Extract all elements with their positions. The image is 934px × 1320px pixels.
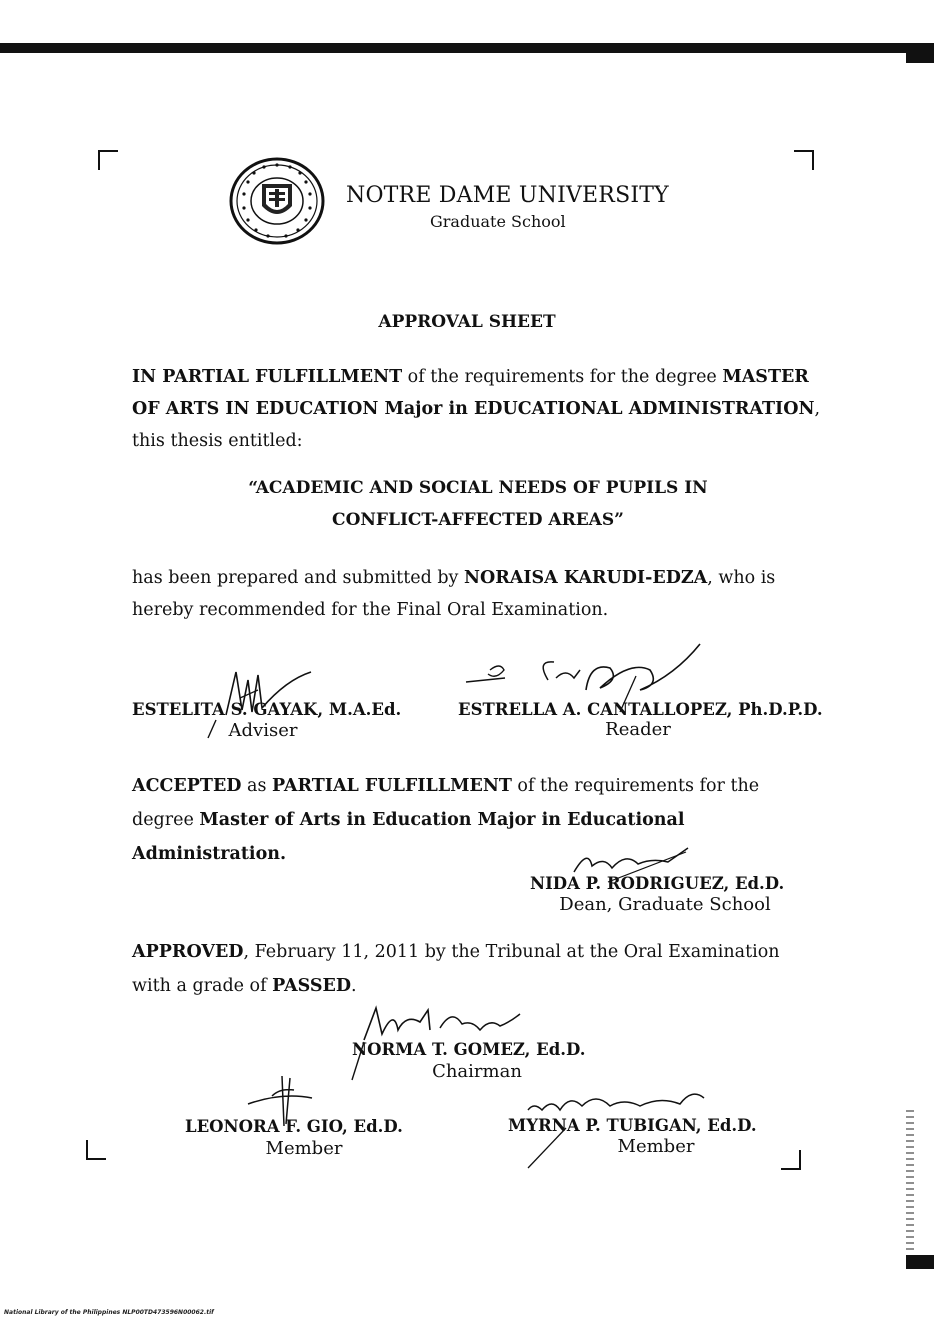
chairman-name: NORMA T. GOMEZ, Ed.D. bbox=[352, 1040, 586, 1059]
university-seal-icon bbox=[228, 156, 326, 246]
acceptance-degree: Master of Arts in Education Major in Educational Administration. bbox=[132, 810, 685, 864]
thesis-title-line-1: “ACADEMIC AND SOCIAL NEEDS OF PUPILS IN bbox=[248, 478, 708, 498]
intro-lead: IN PARTIAL FULFILLMENT bbox=[132, 367, 403, 387]
dean-role: Dean, Graduate School bbox=[559, 894, 771, 915]
university-name: NOTRE DAME UNIVERSITY bbox=[346, 183, 669, 208]
crop-mark-top-right bbox=[794, 150, 814, 170]
member1-role: Member bbox=[265, 1138, 343, 1159]
scan-bottom-block bbox=[906, 1255, 934, 1269]
scan-edge-noise bbox=[906, 1110, 914, 1250]
chairman-role: Chairman bbox=[432, 1061, 522, 1082]
reader-name: ESTRELLA A. CANTALLOPEZ, Ph.D.P.D. bbox=[458, 700, 823, 719]
scan-footer: National Library of the Philippines NLP00TD473596N00062.tif bbox=[4, 1309, 214, 1316]
document-title: APPROVAL SHEET bbox=[378, 312, 556, 332]
member2-role: Member bbox=[617, 1136, 695, 1157]
adviser-name: ESTELITA S. GAYAK, M.A.Ed. bbox=[132, 700, 402, 719]
approval-text-1: , February 11, 2011 by the Tribunal at the Oral Examination with a grade of bbox=[132, 942, 780, 996]
adviser-role: Adviser bbox=[228, 720, 298, 741]
thesis-title-line-2: CONFLICT-AFFECTED AREAS” bbox=[332, 510, 624, 530]
author-name: NORAISA KARUDI-EDZA bbox=[464, 568, 708, 588]
crop-mark-bottom-left bbox=[86, 1140, 106, 1160]
acceptance-lead: ACCEPTED bbox=[132, 776, 242, 796]
approval-grade: PASSED bbox=[272, 976, 352, 996]
acceptance-partial: PARTIAL FULFILLMENT bbox=[272, 776, 512, 796]
approval-text-2: . bbox=[351, 976, 357, 996]
submission-text-2: , who is hereby recommended for the Final Oral Examination. bbox=[132, 568, 776, 620]
school-name: Graduate School bbox=[430, 212, 566, 231]
reader-role: Reader bbox=[605, 719, 671, 740]
acceptance-text-1: as bbox=[241, 776, 273, 796]
dean-name: NIDA P. RODRIGUEZ, Ed.D. bbox=[530, 874, 785, 893]
intro-degree: MASTER OF ARTS IN EDUCATION Major in EDUCATIONAL ADMINISTRATION bbox=[132, 367, 815, 419]
acceptance-text-2: of the requirements for the degree bbox=[132, 776, 760, 830]
intro-text-2: , this thesis entitled: bbox=[132, 399, 821, 451]
member1-name: LEONORA F. GIO, Ed.D. bbox=[185, 1117, 403, 1136]
crop-mark-top-left bbox=[98, 150, 118, 170]
approval-lead: APPROVED bbox=[132, 942, 244, 962]
approval-paragraph bbox=[132, 935, 822, 1003]
submission-paragraph bbox=[132, 562, 822, 626]
crop-mark-bottom-right bbox=[781, 1150, 801, 1170]
scan-top-bar-tab bbox=[906, 53, 934, 63]
intro-text-1: of the requirements for the degree bbox=[402, 367, 723, 387]
scan-top-bar bbox=[0, 43, 934, 53]
intro-paragraph bbox=[132, 361, 822, 457]
member2-name: MYRNA P. TUBIGAN, Ed.D. bbox=[508, 1116, 757, 1135]
submission-text-1: has been prepared and submitted by bbox=[132, 568, 464, 588]
